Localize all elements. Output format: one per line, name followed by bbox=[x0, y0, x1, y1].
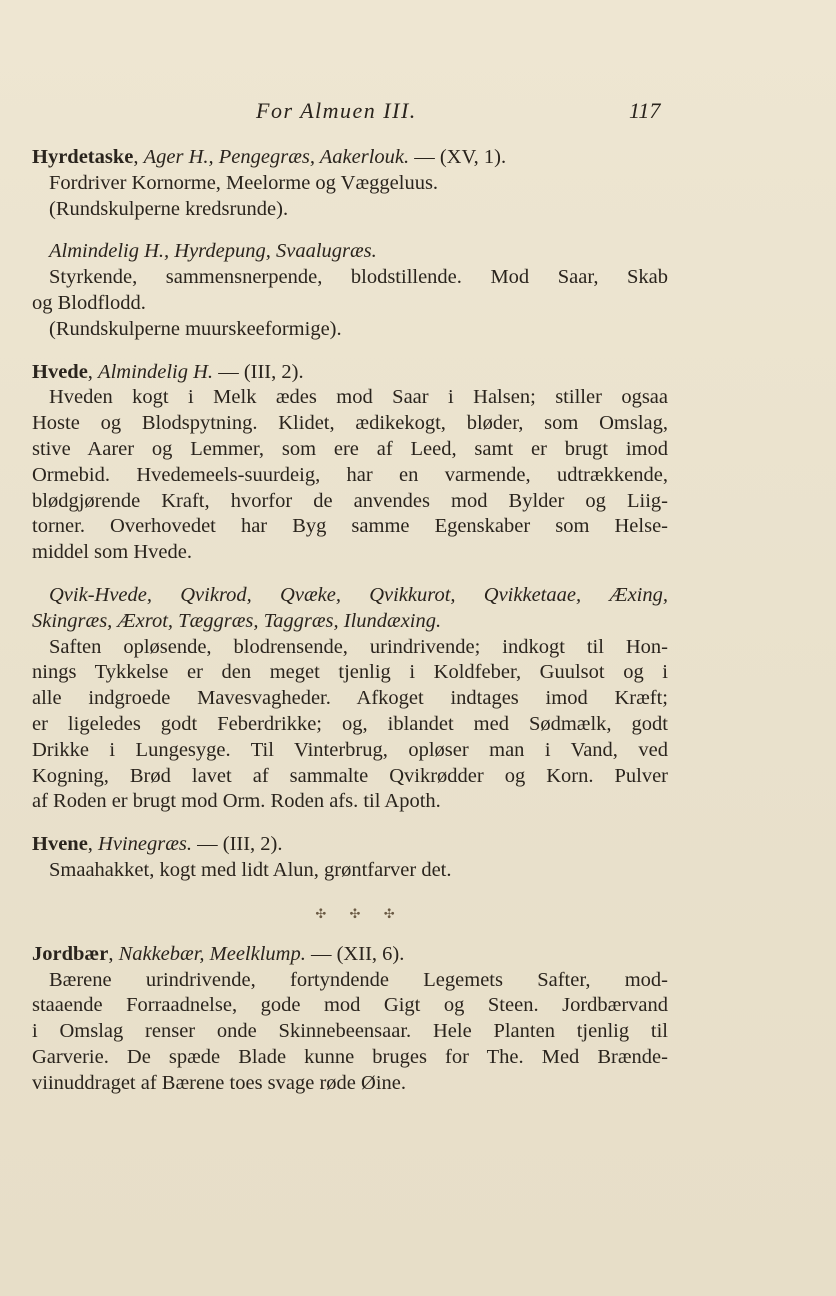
text-line bbox=[32, 609, 668, 635]
text-line bbox=[32, 583, 668, 609]
text-line bbox=[32, 1071, 668, 1097]
entry-text: middel som Hvede. bbox=[32, 541, 192, 564]
entry-text: (Rundskulperne muurskeeformige). bbox=[49, 317, 342, 340]
text-line bbox=[32, 712, 668, 738]
text-line bbox=[32, 291, 668, 317]
entry-text: Fordriver Kornorme, Meelorme og Væggeluus. bbox=[49, 171, 439, 194]
text-line bbox=[32, 265, 668, 291]
entry-almindelig-hyrdetaske bbox=[32, 239, 668, 342]
entry-hyrdetaske bbox=[32, 145, 668, 222]
text-line bbox=[32, 1019, 668, 1045]
entry-text: nings Tykkelse er den meget tjenlig i Koldfeber, Guulsot og i bbox=[32, 661, 668, 684]
entry-text: stive Aarer og Lemmer, som ere af Leed, samt er brugt imod bbox=[32, 437, 668, 460]
text-line bbox=[32, 317, 668, 343]
entry-text: Saften opløsende, blodrensende, urindrivende; indkogt til Hon- bbox=[49, 635, 668, 658]
entry-text: Styrkende, sammensnerpende, blodstillende. Mod Saar, Skab bbox=[49, 266, 668, 289]
entry-italic-text: Nakkebær, Meelklump. bbox=[118, 942, 306, 965]
entry-italic-text: Ager H., Pengegræs, Aakerlouk. bbox=[143, 146, 410, 168]
text-line bbox=[32, 789, 668, 815]
entry-italic-text: Qvik-Hvede, Qvikrod, Qvæke, Qvikkurot, Qvikketaae, Æxing, bbox=[49, 583, 668, 606]
text-line bbox=[32, 171, 668, 197]
entry-text: i Omslag renser onde Skinnebeensaar. Hele Planten tjenlig til bbox=[32, 1020, 668, 1043]
entry-text: Garverie. De spæde Blade kunne bruges for The. Med Brænde- bbox=[32, 1045, 668, 1068]
text-line bbox=[32, 993, 668, 1019]
entry-text: Drikke i Lungesyge. Til Vinterbrug, opløser man i Vand, ved bbox=[32, 738, 668, 761]
text-line bbox=[32, 858, 668, 884]
text-line bbox=[32, 764, 668, 790]
entry-text: og Blodflodd. bbox=[32, 291, 146, 314]
text-line bbox=[32, 385, 668, 411]
entry-text: Hoste og Blodspytning. Klidet, ædikekogt, bløder, som Omslag, bbox=[32, 412, 668, 435]
entry-qvik-hvede bbox=[32, 583, 668, 815]
text-line bbox=[32, 411, 668, 437]
text-line bbox=[32, 489, 668, 515]
entry-text: staaende Forraadnelse, gode mod Gigt og Steen. Jordbærvand bbox=[32, 994, 668, 1017]
text-line bbox=[32, 360, 668, 386]
entry-italic-text: Almindelig H. bbox=[98, 360, 214, 383]
text-line bbox=[32, 686, 668, 712]
text-line bbox=[32, 437, 668, 463]
text-line bbox=[32, 968, 668, 994]
page-number: 117 bbox=[629, 98, 661, 123]
entry-text: Smaahakket, kogt med lidt Alun, grøntfarver det. bbox=[49, 858, 452, 881]
entry-text: er ligeledes godt Feberdrikke; og, iblandet med Sødmælk, godt bbox=[32, 712, 668, 735]
running-title: For Almuen III. bbox=[256, 98, 417, 123]
text-line bbox=[32, 197, 668, 223]
entry-text: — (III, 2). bbox=[213, 360, 304, 383]
text-line bbox=[32, 463, 668, 489]
entry-italic-text: Hvinegræs. bbox=[98, 833, 192, 856]
entry-hvene bbox=[32, 832, 668, 884]
entry-text: Hveden kogt i Melk ædes mod Saar i Halsen; stiller ogsaa bbox=[49, 386, 668, 409]
text-line bbox=[32, 660, 668, 686]
entry-text: torner. Overhovedet har Byg samme Egenskaber som Helse- bbox=[32, 515, 668, 538]
entry-headword: Hvene bbox=[32, 833, 88, 856]
entry-text: — (III, 2). bbox=[192, 833, 283, 856]
text-line bbox=[32, 635, 668, 661]
entry-headword: Hyrdetaske bbox=[32, 146, 134, 168]
entry-text: blødgjørende Kraft, hvorfor de anvendes mod Bylder og Liig- bbox=[32, 489, 668, 512]
entry-text: af Roden er brugt mod Orm. Roden afs. til Apoth. bbox=[32, 790, 441, 813]
entry-italic-text: Almindelig H., Hyrdepung, Svaalugræs. bbox=[49, 240, 377, 263]
page-header bbox=[0, 98, 836, 132]
entry-text: Bærene urindrivende, fortyndende Legemets Safter, mod- bbox=[49, 968, 668, 991]
entry-italic-text: Skingræs, Æxrot, Tæggræs, Taggræs, Ilundæxing. bbox=[32, 609, 442, 632]
entry-text: alle indgroede Mavesvagheder. Afkoget indtages imod Kræft; bbox=[32, 687, 668, 710]
entry-hvede bbox=[32, 360, 668, 566]
entry-text: — (XV, 1). bbox=[409, 146, 507, 168]
entry-text: (Rundskulperne kredsrunde). bbox=[49, 197, 289, 220]
page-body bbox=[32, 145, 668, 1097]
section-ornament: ✣ ✣ ✣ bbox=[315, 905, 405, 921]
entry-text: viinuddraget af Bærene toes svage røde Øine. bbox=[32, 1071, 407, 1094]
text-line bbox=[32, 239, 668, 265]
text-line bbox=[32, 1045, 668, 1071]
entry-text: , bbox=[108, 942, 119, 965]
entry-text: Kogning, Brød lavet af sammalte Qvikrødder og Korn. Pulver bbox=[32, 764, 668, 787]
entry-headword: Hvede bbox=[32, 360, 88, 383]
entry-text: , bbox=[87, 360, 99, 383]
text-line bbox=[32, 832, 668, 858]
entry-text: — (XII, 6). bbox=[305, 942, 405, 965]
text-line bbox=[32, 145, 668, 171]
text-line bbox=[32, 514, 668, 540]
entry-jordbaer bbox=[32, 942, 668, 1097]
entry-headword: Jordbær bbox=[32, 942, 109, 965]
text-line bbox=[32, 738, 668, 764]
text-line bbox=[32, 942, 668, 968]
text-line bbox=[32, 540, 668, 566]
entry-text: , bbox=[133, 146, 144, 168]
entry-text: , bbox=[87, 833, 99, 856]
entry-text: Ormebid. Hvedemeels-suurdeig, har en varmende, udtrækkende, bbox=[32, 463, 668, 486]
